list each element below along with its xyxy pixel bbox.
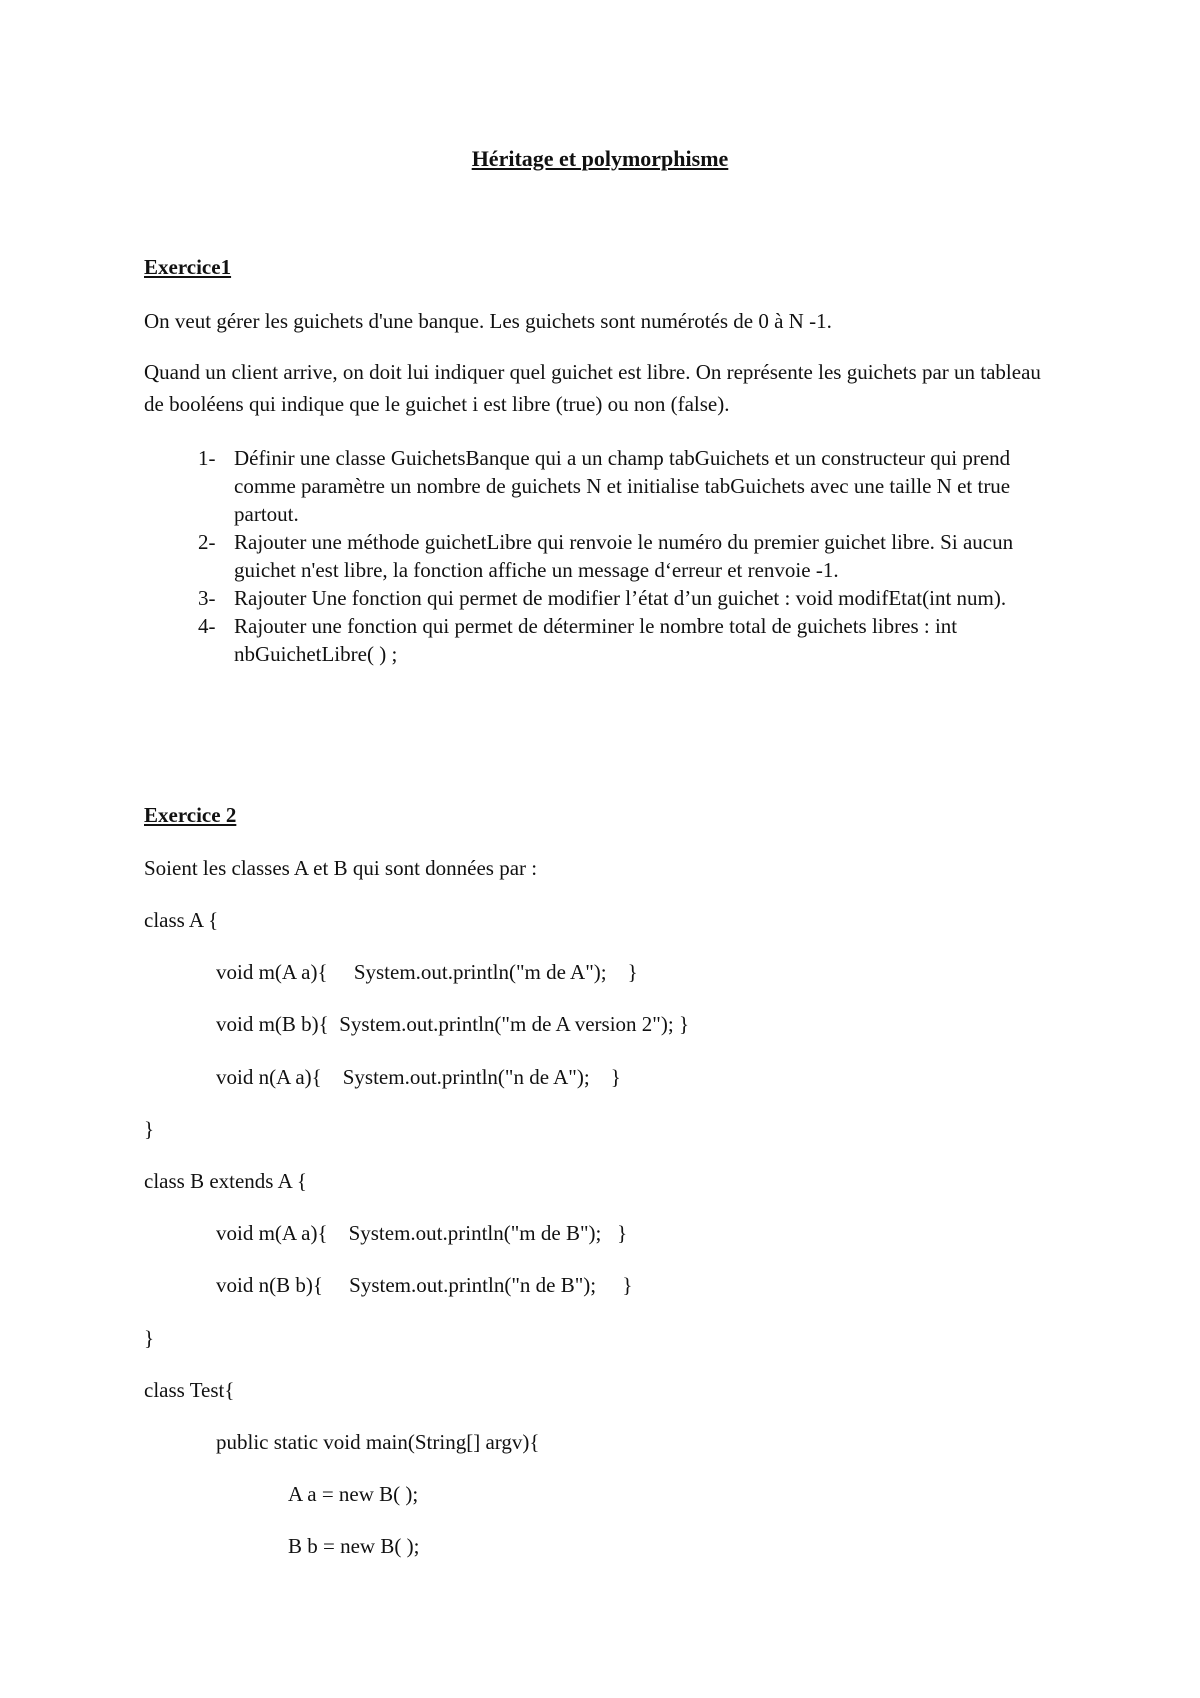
code-line: } bbox=[144, 1326, 155, 1350]
exercise2-heading: Exercice 2 bbox=[144, 803, 237, 827]
list-item-text: Rajouter une méthode guichetLibre qui renvoie le numéro du premier guichet libre. Si aucun guichet n'est libre, la fonction affiche un message d‘erreur et renvoie -1. bbox=[234, 530, 1014, 582]
code-line: class Test{ bbox=[144, 1378, 235, 1402]
list-item bbox=[198, 584, 1068, 612]
exercise1-task-list bbox=[198, 444, 1068, 668]
code-line: B b = new B( ); bbox=[288, 1534, 420, 1558]
exercise1-paragraph-2: Quand un client arrive, on doit lui indiquer quel guichet est libre. On représente les guichets par un tableau de booléens qui indique que le guichet i est libre (true) ou non (false). bbox=[144, 360, 1041, 416]
list-item-number: 4- bbox=[198, 614, 216, 638]
list-item-number: 3- bbox=[198, 586, 216, 610]
code-line: void m(A a){ System.out.println("m de B"); } bbox=[216, 1221, 628, 1245]
exercise1-heading: Exercice1 bbox=[144, 255, 232, 279]
code-line: A a = new B( ); bbox=[288, 1482, 419, 1506]
list-item-number: 1- bbox=[198, 446, 216, 470]
list-item-number: 2- bbox=[198, 530, 216, 554]
exercise1-paragraph-1: On veut gérer les guichets d'une banque. Les guichets sont numérotés de 0 à N -1. bbox=[144, 309, 832, 333]
list-item bbox=[198, 528, 1068, 584]
code-line: class A { bbox=[144, 908, 219, 932]
list-item-text: Définir une classe GuichetsBanque qui a un champ tabGuichets et un constructeur qui prend comme paramètre un nombre de guichets N et initialise tabGuichets avec une taille N et true partout. bbox=[234, 446, 1011, 526]
code-line: } bbox=[144, 1117, 155, 1141]
list-item bbox=[198, 444, 1068, 528]
code-line: void n(B b){ System.out.println("n de B"); } bbox=[216, 1273, 633, 1297]
code-line: public static void main(String[] argv){ bbox=[216, 1430, 540, 1454]
exercise2-intro: Soient les classes A et B qui sont données par : bbox=[144, 856, 538, 880]
list-item-text: Rajouter une fonction qui permet de déterminer le nombre total de guichets libres : int nbGuichetLibre( ) ; bbox=[234, 614, 958, 666]
code-line: void m(A a){ System.out.println("m de A"); } bbox=[216, 960, 638, 984]
code-line: class B extends A { bbox=[144, 1169, 307, 1193]
list-item bbox=[198, 612, 1068, 668]
code-line: void m(B b){ System.out.println("m de A version 2"); } bbox=[216, 1012, 690, 1036]
list-item-text: Rajouter Une fonction qui permet de modifier l’état d’un guichet : void modifEtat(int num). bbox=[234, 586, 1007, 610]
code-line: void n(A a){ System.out.println("n de A"); } bbox=[216, 1065, 621, 1089]
document-title: Héritage et polymorphisme bbox=[471, 146, 729, 171]
